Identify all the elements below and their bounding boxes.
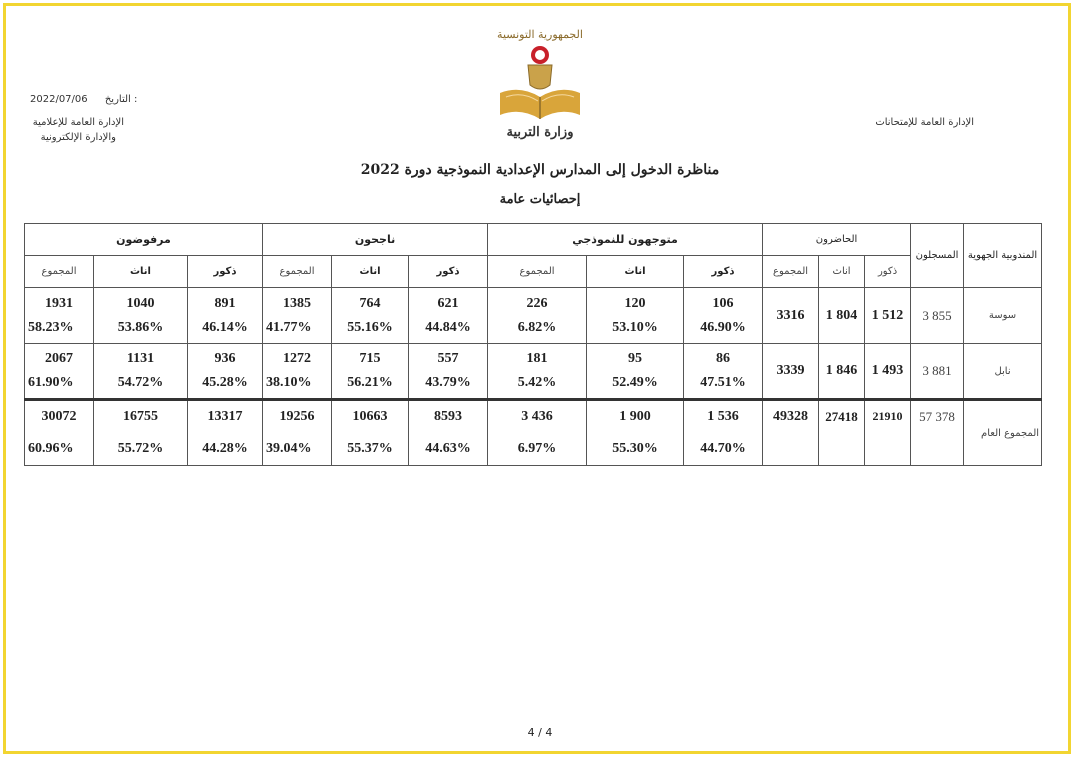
dir-male-pct: 44.70% — [700, 441, 746, 456]
dir-female: 95 — [628, 351, 643, 366]
pass-male-pct: 44.63% — [425, 441, 471, 456]
region-name: المجموع العام — [964, 400, 1042, 466]
group-header-row — [25, 224, 1042, 256]
pass-female: 10663 — [352, 409, 388, 424]
dept-exams: الإدارة العامة للإمتحانات — [875, 117, 974, 128]
header-present: الحاضرون — [763, 224, 911, 256]
present-female: 1 846 — [819, 344, 865, 400]
registered: 3 855 — [911, 288, 964, 344]
sub-title: إحصائيات عامة — [499, 192, 581, 207]
present-male-header: ذكور — [865, 256, 911, 288]
rej-female: 1131 — [126, 351, 155, 366]
rej-total: 1931 — [45, 295, 73, 311]
dir-total-pct: 6.82% — [517, 319, 557, 335]
table-row-total — [25, 400, 1042, 466]
rej-female-pct: 55.72% — [117, 441, 164, 456]
date-value: 2022/07/06 — [30, 94, 88, 105]
present-female: 27418 — [819, 400, 865, 466]
rej-total-pct: 58.23% — [28, 319, 74, 335]
dir-female-pct: 52.49% — [612, 375, 658, 390]
rej-female: 1040 — [126, 295, 155, 311]
dir-female: 1 900 — [619, 409, 651, 424]
rej-female-header: اناث — [94, 256, 188, 288]
pass-total-pct: 41.77% — [266, 319, 312, 335]
republic-text: الجمهورية التونسية — [497, 28, 583, 41]
rej-total-pct: 60.96% — [28, 441, 74, 456]
rej-female: 16755 — [123, 409, 158, 424]
page-number: 4 / 4 — [527, 726, 553, 739]
present-female: 1 804 — [819, 288, 865, 344]
pass-female-pct: 55.37% — [347, 441, 393, 456]
ministry-logo — [490, 28, 590, 152]
dir-male-pct: 46.90% — [700, 319, 746, 335]
emblem-icon — [490, 41, 590, 131]
pass-female-pct: 55.16% — [347, 319, 393, 335]
present-total: 3339 — [763, 344, 819, 400]
rej-male: 13317 — [207, 409, 243, 424]
present-total-header: المجموع — [763, 256, 819, 288]
dir-male-pct: 47.51% — [700, 375, 746, 390]
present-male: 1 512 — [865, 288, 911, 344]
pass-female: 764 — [359, 295, 381, 311]
rej-total: 2067 — [45, 351, 73, 366]
dir-female-pct: 53.10% — [612, 319, 658, 335]
dir-female-pct: 55.30% — [612, 441, 658, 456]
table-row — [25, 288, 1042, 344]
dept-informatics: الإدارة العامة للإعلامية — [32, 117, 124, 128]
pass-male: 621 — [437, 295, 459, 311]
pass-total: 1385 — [283, 295, 312, 311]
dir-female: 120 — [624, 295, 646, 311]
header-registered: المسجلون — [911, 224, 964, 288]
pass-male: 557 — [437, 351, 459, 366]
dir-total: 3 436 — [521, 409, 553, 424]
pass-female-header: اناث — [332, 256, 409, 288]
rej-male-pct: 46.14% — [202, 319, 248, 335]
rej-total-header: المجموع — [25, 256, 94, 288]
pass-total-pct: 39.04% — [266, 441, 312, 456]
date-label: التاريخ : — [104, 94, 138, 105]
rej-female-pct: 53.86% — [117, 319, 164, 335]
table-row — [25, 344, 1042, 400]
present-total: 49328 — [763, 400, 819, 466]
statistics-table — [24, 223, 1042, 466]
pass-female: 715 — [359, 351, 381, 366]
rej-male: 891 — [214, 295, 236, 311]
region-name: سوسة — [964, 288, 1042, 344]
present-male: 21910 — [865, 400, 911, 466]
dir-total-pct: 5.42% — [517, 375, 557, 390]
pass-total: 1272 — [283, 351, 312, 366]
pass-total: 19256 — [279, 409, 315, 424]
sub-header-row — [25, 256, 1042, 288]
pass-male-pct: 43.79% — [425, 375, 471, 390]
dir-male: 106 — [712, 295, 734, 311]
rej-male-pct: 45.28% — [202, 375, 248, 390]
rej-male-pct: 44.28% — [202, 441, 248, 456]
dept-electronic: والإدارة الإلكترونية — [40, 132, 116, 143]
region-name: نابل — [964, 344, 1042, 400]
header-passed: ناجحون — [263, 224, 488, 256]
registered: 57 378 — [911, 400, 964, 466]
dir-total: 181 — [526, 351, 548, 366]
dir-male: 1 536 — [707, 409, 739, 424]
date-line — [30, 94, 137, 105]
header-region: المندوبية الجهوية — [964, 224, 1042, 288]
main-title: مناظرة الدخول إلى المدارس الإعدادية النموذجية دورة 2022 — [360, 162, 720, 178]
pass-female-pct: 56.21% — [347, 375, 393, 390]
rej-female-pct: 54.72% — [117, 375, 164, 390]
rej-total: 30072 — [41, 409, 77, 424]
dir-total-header: المجموع — [488, 256, 587, 288]
pass-male-header: ذكور — [409, 256, 488, 288]
pass-total-header: المجموع — [263, 256, 332, 288]
dir-female-header: اناث — [587, 256, 684, 288]
present-total: 3316 — [763, 288, 819, 344]
present-male: 1 493 — [865, 344, 911, 400]
rej-male-header: ذكور — [188, 256, 263, 288]
dir-total: 226 — [526, 295, 548, 311]
registered: 3 881 — [911, 344, 964, 400]
header-directed: متوجهون للنموذجي — [488, 224, 763, 256]
ministry-text: وزارة التربية — [506, 125, 574, 140]
present-female-header: اناث — [819, 256, 865, 288]
pass-male: 8593 — [434, 409, 463, 424]
header-rejected: مرفوضون — [25, 224, 263, 256]
pass-total-pct: 38.10% — [266, 375, 312, 390]
rej-total-pct: 61.90% — [28, 375, 74, 390]
pass-male-pct: 44.84% — [425, 319, 471, 335]
dir-total-pct: 6.97% — [517, 441, 557, 456]
dir-male: 86 — [716, 351, 731, 366]
dir-male-header: ذكور — [684, 256, 763, 288]
rej-male: 936 — [214, 351, 236, 366]
